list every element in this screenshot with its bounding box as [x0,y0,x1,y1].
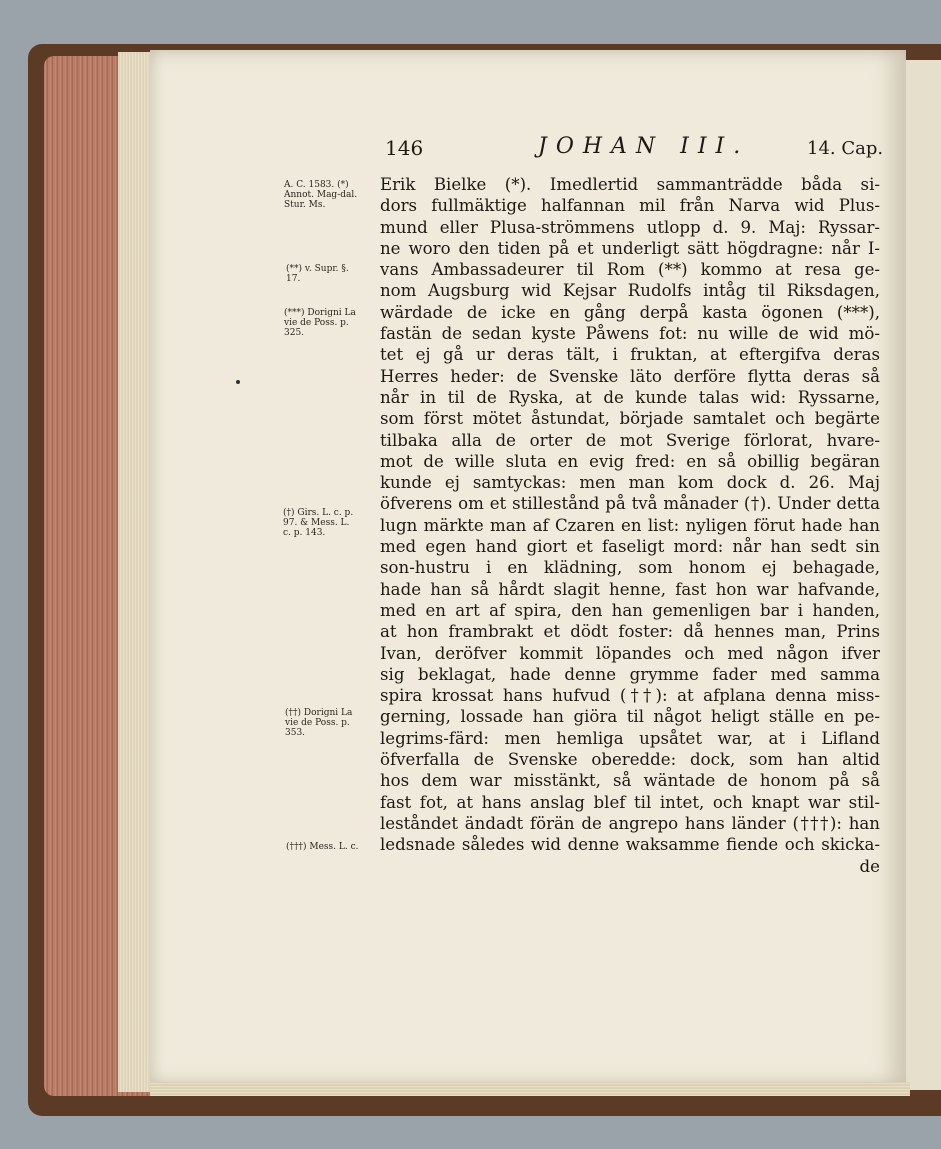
text-line: mund eller Plusa-strömmens utlopp d. 9. Maj: Ryssar- [380,217,880,237]
margin-note: (†††) Mess. L. c. [286,842,359,852]
text-line: fastän de sedan kyste Påwens fot: nu wille de wid mö- [380,324,880,344]
text-line: leståndet ändadt förän de angrepo hans länder (†††): han [380,813,880,833]
margin-note: (††) Dorigni La vie de Poss. p. 353. [285,708,353,738]
body-text [380,174,880,877]
text-line: hos dem war misstänkt, så wäntade de honom på så [380,771,880,791]
text-line: hade han så hårdt slagit henne, fast hon war hafvande, [380,579,880,599]
text-line: öfverens om et stillestånd på två månader (†). Under detta [380,494,880,514]
text-line: at hon frambrakt et dödt foster: då hennes man, Prins [380,622,880,642]
text-line: mot de wille sluta en evig fred: en så obillig begäran [380,451,880,471]
text-line: Herres heder: de Svenske läto derföre flytta deras så [380,366,880,386]
chapter-label: 14. Cap. [807,138,884,159]
text-line: tilbaka alla de orter de mot Sverige förlorat, hvare- [380,430,880,450]
catchword: de [859,856,880,876]
text-line: lugn märkte man af Czaren en list: nyligen förut hade han [380,515,880,535]
margin-note: A. C. 1583. (*) Annot. Mag-dal. Stur. Ms. [284,180,358,210]
text-line: kunde ej samtyckas: men man kom dock d. 26. Maj [380,473,880,493]
text-line: son-hustru i en klädning, som honom ej behagade, [380,558,880,578]
text-line: wärdade de icke en gång derpå kasta ögonen (***), [380,302,880,322]
text-line: som först mötet åstundat, började samtalet och begärte [380,409,880,429]
text-line: spira krossat hans hufvud (††): at afplana denna miss- [380,686,880,706]
text-line: dors fullmäktige halfannan mil från Narva wid Plus- [380,196,880,216]
margin-note: (**) v. Supr. §. 17. [286,264,349,284]
text-line: med egen hand giort et faseligt mord: når han sedt sin [380,537,880,557]
running-title: JOHAN III. [538,134,750,159]
page-header [150,136,906,166]
text-line: öfverfalla de Svenske oberedde: dock, som han altid [380,750,880,770]
ink-dot [236,380,240,384]
text-line: sig beklagat, hade denne grymme fader med samma [380,664,880,684]
page-bottom-edges [150,1082,910,1096]
margin-note: (***) Dorigni La vie de Poss. p. 325. [284,308,356,338]
page-number: 146 [385,136,424,160]
margin-note: (†) Girs. L. c. p. 97. & Mess. L. c. p. 143. [283,508,354,538]
text-line: legrims-färd: men hemliga upsåtet war, at i Lifland [380,728,880,748]
text-line: ne woro den tiden på et underligt sätt högdragne: når I- [380,238,880,258]
text-line: fast fot, at hans anslag blef til intet, och knapt war stil- [380,792,880,812]
text-line: Erik Bielke (*). Imedlertid sammanträdde båda si- [380,175,880,194]
text-line: nom Augsburg wid Kejsar Rudolfs intåg til Riksdagen, [380,281,880,301]
text-line: Ivan, deröfver kommit löpandes och med någon ifver [380,643,880,663]
text-line: når in til de Ryska, at de kunde talas wid: Ryssarne, [380,387,880,407]
text-line: tet ej gå ur deras tält, i fruktan, at eftergifva deras [380,345,880,365]
text-line: ledsnade således wid denne waksamme fiende och skicka- [380,835,880,855]
facing-page [902,60,941,1090]
text-line: gerning, lossade han giöra til något heligt ställe en pe- [380,707,880,727]
text-line: vans Ambassadeurer til Rom (**) kommo at resa ge- [380,260,880,280]
text-line: med en art af spira, den han gemenligen bar i handen, [380,600,880,620]
